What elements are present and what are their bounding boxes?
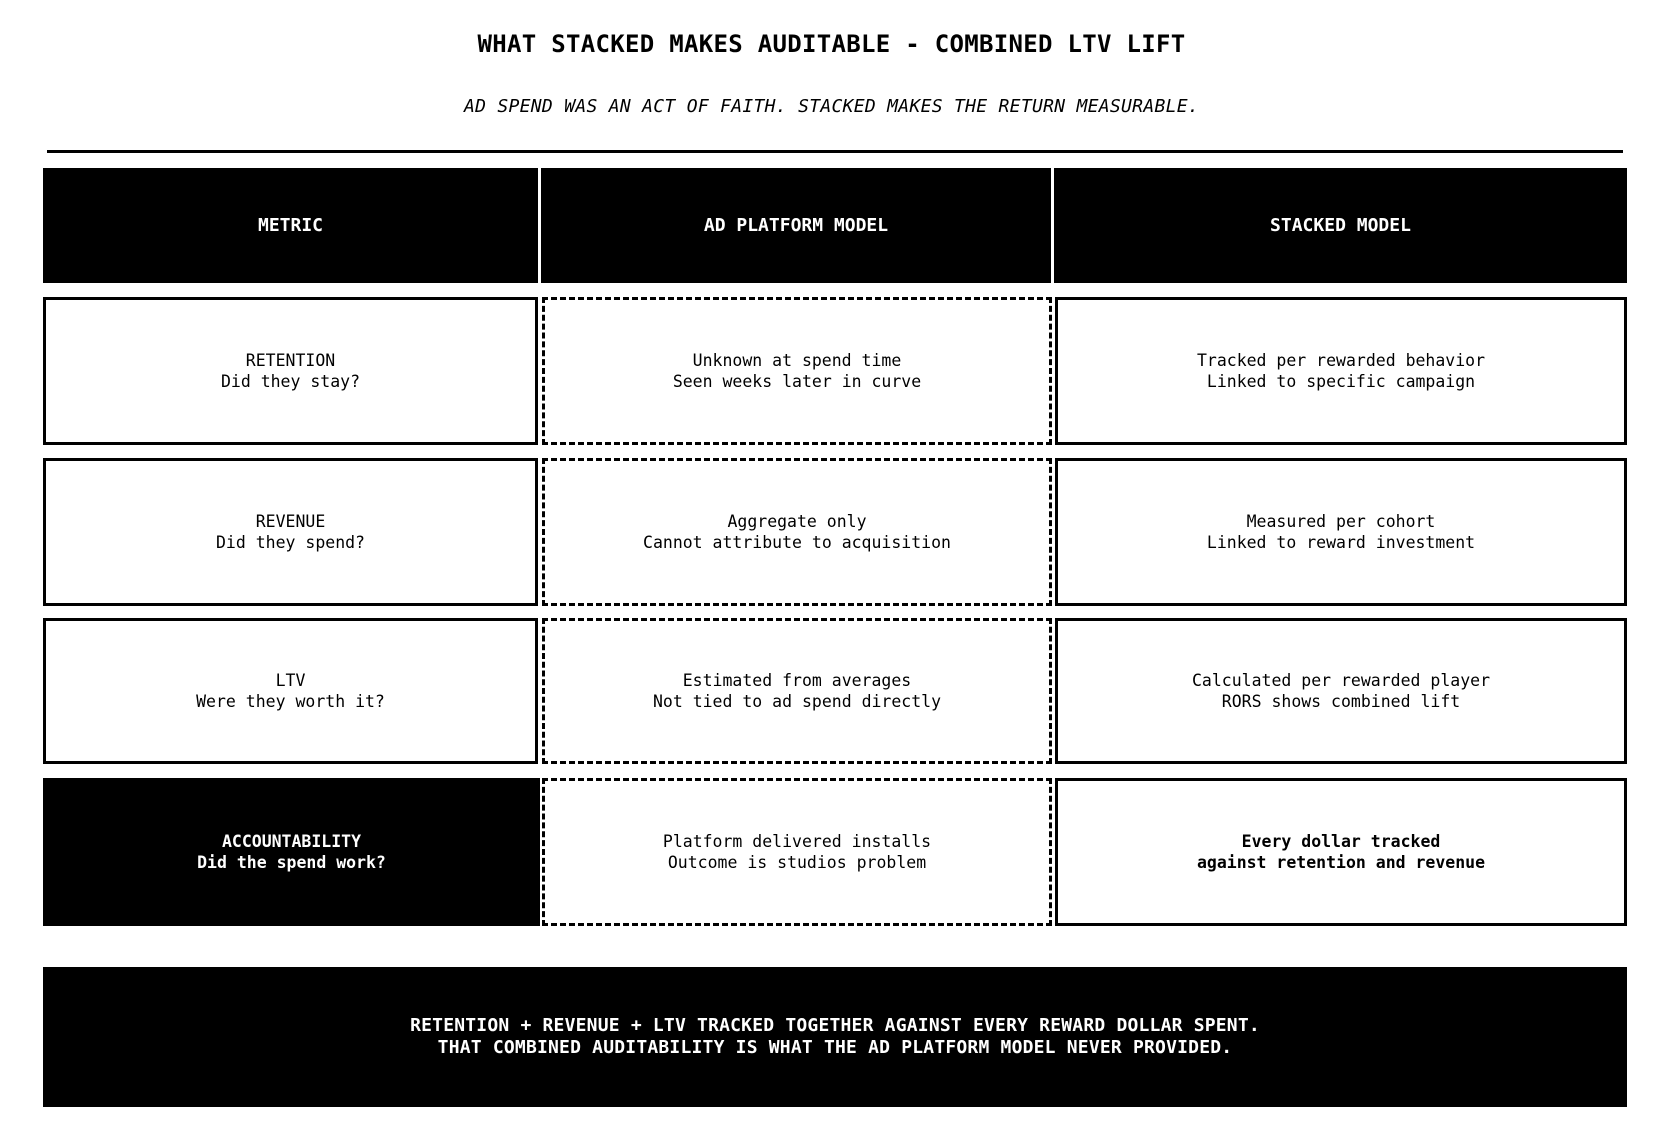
- metric-cell-retention: RETENTION Did they stay?: [43, 297, 538, 445]
- ad-platform-cell-revenue: Aggregate only Cannot attribute to acquisition: [542, 458, 1052, 606]
- header-stacked-model: STACKED MODEL: [1054, 168, 1627, 283]
- stacked-cell-retention: Tracked per rewarded behavior Linked to specific campaign: [1055, 297, 1627, 445]
- stacked-cell-ltv: Calculated per rewarded player RORS shows combined lift: [1055, 618, 1627, 764]
- header-metric: METRIC: [43, 168, 538, 283]
- page-subtitle: AD SPEND WAS AN ACT OF FAITH. STACKED MAKES THE RETURN MEASURABLE.: [463, 96, 1200, 117]
- metric-cell-ltv: LTV Were they worth it?: [43, 618, 538, 764]
- page-title: WHAT STACKED MAKES AUDITABLE - COMBINED LTV LIFT: [477, 30, 1186, 58]
- footer-line-1: RETENTION + REVENUE + LTV TRACKED TOGETHER AGAINST EVERY REWARD DOLLAR SPENT.: [410, 1015, 1260, 1036]
- metric-cell-revenue: REVENUE Did they spend?: [43, 458, 538, 606]
- ad-platform-cell-accountability: Platform delivered installs Outcome is studios problem: [542, 778, 1052, 926]
- title-divider: [47, 150, 1623, 153]
- stacked-cell-revenue: Measured per cohort Linked to reward investment: [1055, 458, 1627, 606]
- footer-banner: [43, 967, 1627, 1107]
- metric-cell-accountability: ACCOUNTABILITY Did the spend work?: [43, 778, 540, 926]
- ad-platform-cell-ltv: Estimated from averages Not tied to ad spend directly: [542, 618, 1052, 764]
- header-ad-platform-model: AD PLATFORM MODEL: [541, 168, 1051, 283]
- footer-line-2: THAT COMBINED AUDITABILITY IS WHAT THE AD PLATFORM MODEL NEVER PROVIDED.: [437, 1037, 1233, 1058]
- stacked-cell-accountability: Every dollar tracked against retention and revenue: [1055, 778, 1627, 926]
- ad-platform-cell-retention: Unknown at spend time Seen weeks later in curve: [542, 297, 1052, 445]
